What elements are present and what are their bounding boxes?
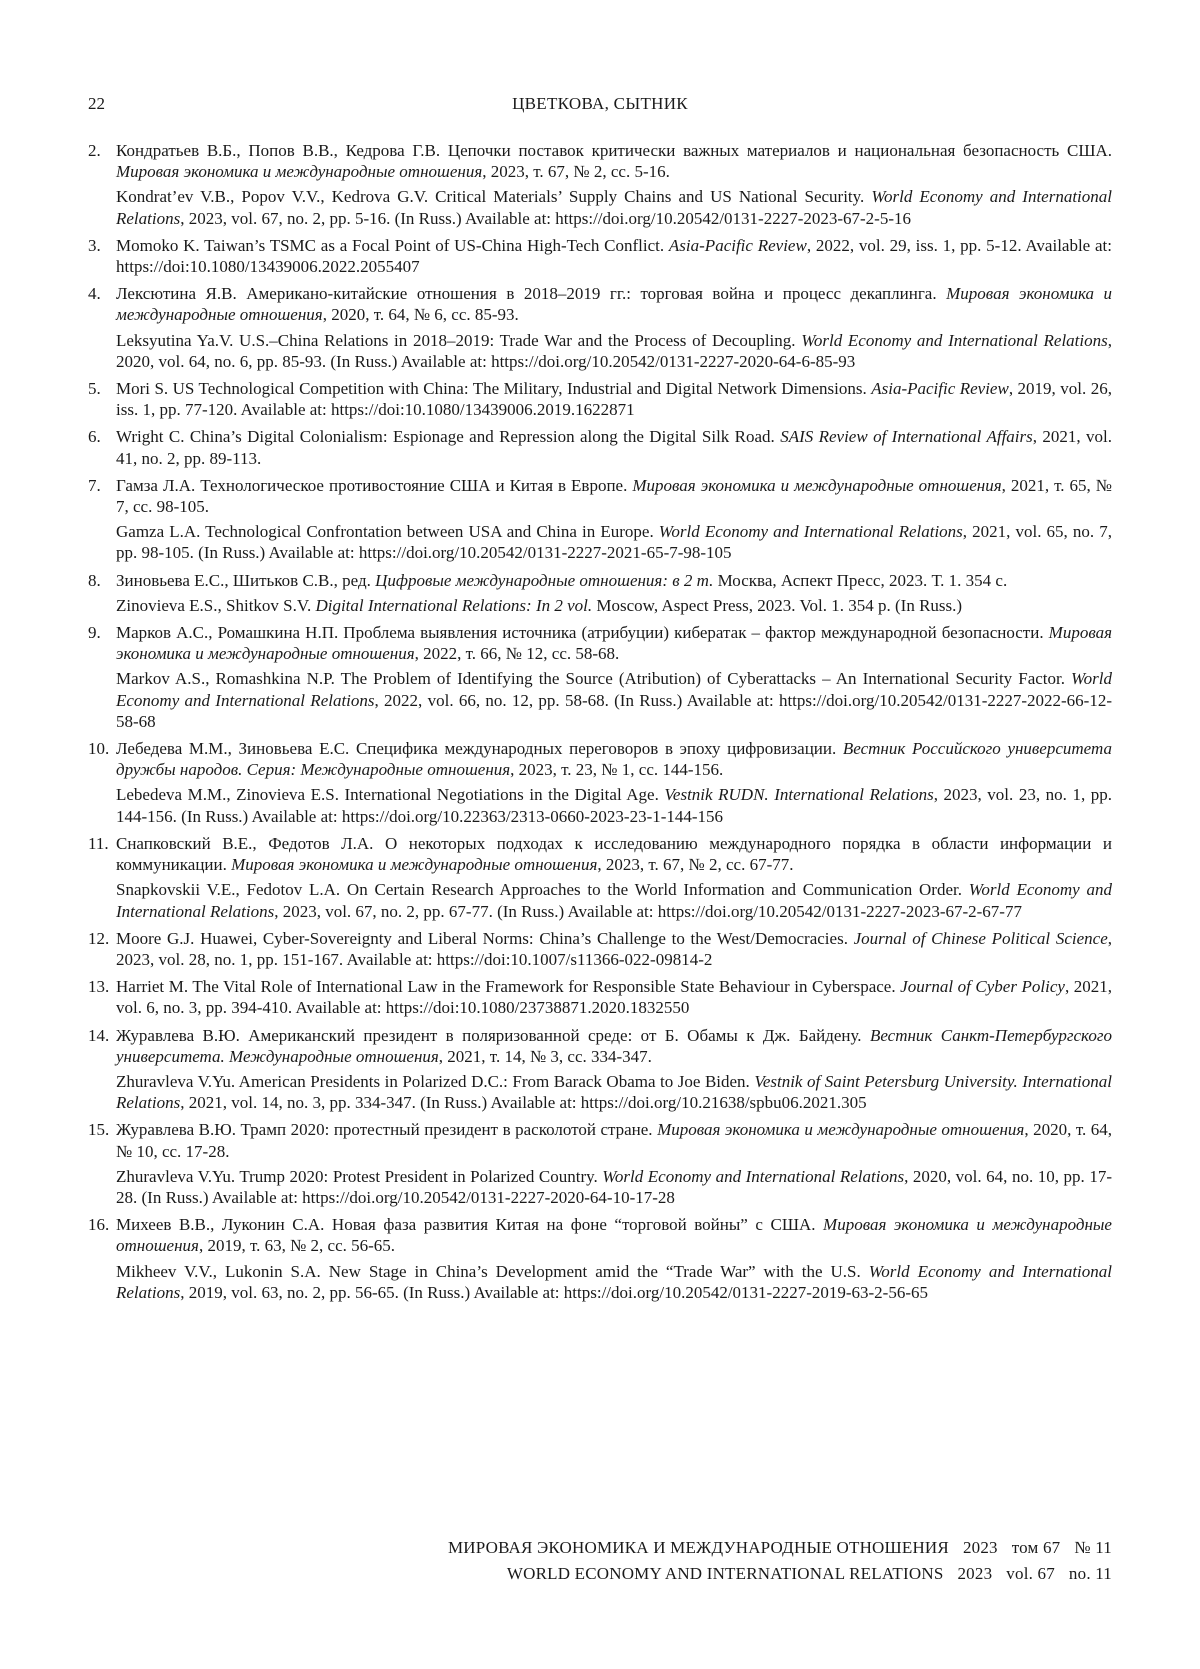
running-head: ЦВЕТКОВА, СЫТНИК — [512, 94, 688, 113]
reference-number: 9. — [88, 623, 101, 643]
reference-original — [116, 283, 1112, 325]
reference-text: Марков А.С., Ромашкина Н.П. Проблема выявления источника (атрибуции) кибератак – фактор международной безопасности. — [116, 623, 1049, 643]
reference-text: , 2019, vol. 26, iss. 1, pp. 77-120. Available at: https://doi:10.1080/13439006.2019.1622871 — [116, 379, 1112, 420]
reference-translation — [116, 879, 1112, 921]
reference-source-title: Мировая экономика и международные отношения — [116, 623, 1112, 664]
footer-en-volume: vol. 67 — [1006, 1564, 1055, 1583]
reference-original — [116, 622, 1112, 664]
reference-source-title: Digital International Relations: In 2 vol. — [315, 595, 593, 615]
reference-text: Kondrat’ev V.B., Popov V.V., Kedrova G.V. Critical Materials’ Supply Chains and US National Security. — [116, 187, 872, 207]
reference-text: , 2020, т. 64, № 6, сс. 85-93. — [322, 305, 519, 325]
reference-text: Журавлева В.Ю. Трамп 2020: протестный президент в расколотой стране. — [116, 1120, 658, 1140]
reference-source-title: World Economy and International Relations — [116, 880, 1112, 921]
reference-translation — [116, 1261, 1112, 1303]
reference-text: Mikheev V.V., Lukonin S.A. New Stage in China’s Development amid the “Trade War” with the U.S. — [116, 1261, 869, 1281]
reference-text: Lebedeva M.M., Zinovieva E.S. International Negotiations in the Digital Age. — [116, 785, 665, 805]
reference-text: , 2022, vol. 66, no. 12, pp. 58-68. (In Russ.) Available at: https://doi.org/10.20542/0131-2227-2022-66-12-58-68 — [116, 690, 1113, 731]
reference-source-title: Вестник Российского университета дружбы народов. Серия: Международные отношения — [116, 739, 1112, 780]
reference-item — [88, 622, 1112, 732]
reference-text: , 2022, vol. 29, iss. 1, pp. 5-12. Available at: https://doi:10.1080/13439006.2022.2055407 — [116, 235, 1112, 277]
footer-ru-year: 2023 — [962, 1538, 998, 1557]
reference-text: Зиновьева Е.С., Шитьков С.В., ред. — [116, 570, 376, 590]
footer-ru — [448, 1538, 1112, 1558]
footer-en-issue: no. 11 — [1068, 1564, 1112, 1583]
reference-source-title: World Economy and International Relations — [116, 1261, 1112, 1302]
reference-number: 2. — [88, 141, 101, 160]
reference-source-title: Мировая экономика и международные отношения — [657, 1120, 1025, 1140]
reference-source-title: World Economy and International Relations — [116, 187, 1113, 228]
reference-source-title: Мировая экономика и международные отношения — [116, 284, 1113, 325]
reference-number: 12. — [88, 928, 110, 948]
reference-number: 13. — [88, 977, 110, 997]
reference-text: , 2019, т. 63, № 2, сс. 56-65. — [198, 1236, 396, 1256]
page-number: 22 — [88, 94, 105, 113]
reference-item — [88, 283, 1112, 372]
reference-original — [116, 570, 1112, 591]
reference-item — [88, 235, 1112, 277]
reference-source-title: Мировая экономика и международные отношения — [116, 162, 483, 182]
reference-text: Гамза Л.А. Технологическое противостояние США и Китая в Европе. — [116, 475, 633, 495]
reference-original — [116, 475, 1112, 517]
reference-text: Gamza L.A. Technological Confrontation between USA and China in Europe. — [116, 522, 659, 542]
reference-text: Harriet M. The Vital Role of International Law in the Framework for Responsible State Behaviour in Cyberspace. — [116, 977, 901, 997]
reference-source-title: Цифровые международные отношения: в 2 т. — [375, 570, 714, 590]
reference-text: Leksyutina Ya.V. U.S.–China Relations in 2018–2019: Trade War and the Process of Decoupling. — [116, 330, 802, 350]
reference-text: , 2020, т. 64, № 10, сс. 17-28. — [116, 1120, 1112, 1161]
footer-en — [507, 1564, 1112, 1584]
footer-en-journal: WORLD ECONOMY AND INTERNATIONAL RELATIONS — [506, 1564, 944, 1583]
reference-number: 16. — [88, 1215, 110, 1235]
reference-text: Moscow, Aspect Press, 2023. Vol. 1. 354 p. (In Russ.) — [592, 595, 963, 615]
reference-translation — [116, 668, 1112, 732]
reference-text: Markov A.S., Romashkina N.P. The Problem of Identifying the Source (Atribution) of Cyberattacks – An International Security Factor. — [116, 669, 1072, 689]
footer-en-year: 2023 — [957, 1564, 993, 1583]
reference-text: , 2019, vol. 63, no. 2, pp. 56-65. (In Russ.) Available at: https://doi.org/10.20542/0131-2227-2019-63-2-56-65 — [180, 1282, 929, 1302]
reference-item — [88, 1025, 1112, 1114]
reference-text: , 2020, vol. 64, no. 10, pp. 17-28. (In Russ.) Available at: https://doi.org/10.20542/0131-2227-2020-64-10-17-28 — [116, 1166, 1112, 1207]
reference-text: Снапковский В.Е., Федотов Л.А. О некоторых подходах к исследованию международного порядка в области информации и коммуникации. — [116, 833, 1112, 875]
reference-number: 10. — [88, 739, 110, 759]
reference-list — [88, 140, 1112, 1309]
reference-original — [116, 928, 1112, 970]
reference-text: Mori S. US Technological Competition with China: The Military, Industrial and Digital Network Dimensions. — [116, 379, 872, 399]
reference-text: , 2021, т. 14, № 3, сс. 334-347. — [438, 1046, 652, 1066]
reference-item — [88, 378, 1112, 420]
reference-text: , 2020, vol. 64, no. 6, pp. 85-93. (In Russ.) Available at: https://doi.org/10.20542/0131-2227-2020-64-6-85-93 — [116, 330, 1112, 371]
reference-number: 11. — [88, 833, 109, 853]
reference-text: , 2021, vol. 6, no. 3, pp. 394-410. Available at: https://doi:10.1080/23738871.2020.1832550 — [116, 977, 1113, 1018]
reference-text: , 2021, т. 65, № 7, сс. 98-105. — [116, 475, 1113, 517]
reference-translation — [116, 186, 1112, 228]
reference-text: Wright C. China’s Digital Colonialism: Espionage and Repression along the Digital Silk Road. — [116, 427, 781, 447]
reference-original — [116, 426, 1112, 468]
reference-source-title: Мировая экономика и международные отношения — [116, 1215, 1112, 1256]
reference-item — [88, 570, 1112, 616]
footer-ru-issue: № 11 — [1074, 1538, 1112, 1557]
reference-text: Zinovieva E.S., Shitkov S.V. — [116, 595, 316, 615]
reference-text: Москва, Аспект Пресс, 2023. Т. 1. 354 с. — [713, 570, 1008, 590]
reference-text: , 2023, т. 23, № 1, сс. 144-156. — [510, 760, 724, 780]
reference-number: 14. — [88, 1025, 110, 1045]
reference-original — [116, 235, 1112, 277]
reference-original — [116, 1119, 1112, 1161]
reference-text: , 2021, vol. 65, no. 7, pp. 98-105. (In Russ.) Available at: https://doi.org/10.20542/0131-2227-2021-65-7-98-105 — [116, 522, 1112, 563]
reference-text: , 2023, vol. 23, no. 1, pp. 144-156. (In Russ.) Available at: https://doi.org/10.22363/2313-0660-2023-23-1-144-156 — [116, 785, 1112, 826]
reference-original — [116, 1025, 1112, 1067]
reference-source-title: World Economy and International Relations — [658, 522, 963, 542]
reference-text: Momoko K. Taiwan’s TSMC as a Focal Point of US-China High-Tech Conflict. — [116, 235, 669, 255]
reference-translation — [116, 595, 1112, 616]
reference-text: Лебедева М.М., Зиновьева Е.С. Специфика международных переговоров в эпоху цифровизации. — [116, 739, 843, 759]
reference-number: 3. — [88, 235, 101, 255]
reference-number: 4. — [88, 284, 101, 304]
reference-original — [116, 738, 1112, 780]
reference-source-title: Vestnik of Saint Petersburg University. International Relations — [116, 1071, 1112, 1113]
reference-text: Михеев В.В., Луконин С.А. Новая фаза развития Китая на фоне “торговой войны” с США. — [116, 1215, 824, 1235]
reference-number: 15. — [88, 1120, 110, 1140]
reference-item — [88, 426, 1112, 468]
reference-number: 5. — [88, 379, 101, 399]
reference-translation — [116, 784, 1112, 826]
reference-source-title: Journal of Cyber Policy — [900, 977, 1065, 997]
reference-item — [88, 1214, 1112, 1303]
reference-source-title: SAIS Review of International Affairs — [780, 427, 1033, 447]
reference-source-title: Asia-Pacific Review — [668, 235, 807, 255]
reference-item — [88, 475, 1112, 564]
reference-original — [116, 1214, 1112, 1256]
reference-original — [116, 976, 1112, 1018]
reference-translation — [116, 330, 1112, 372]
reference-source-title: Мировая экономика и международные отношения — [231, 855, 598, 875]
reference-text: Лексютина Я.В. Американо-китайские отношения в 2018–2019 гг.: торговая война и процесс декаплинга. — [116, 284, 947, 304]
reference-translation — [116, 1166, 1112, 1208]
reference-text: Zhuravleva V.Yu. American Presidents in Polarized D.C.: From Barack Obama to Joe Biden. — [116, 1071, 755, 1091]
reference-original — [116, 833, 1112, 875]
reference-item — [88, 928, 1112, 970]
reference-text: Журавлева В.Ю. Американский президент в поляризованной среде: от Б. Обамы к Дж. Байдену. — [116, 1025, 870, 1045]
reference-source-title: Asia-Pacific Review — [871, 379, 1009, 399]
reference-number: 8. — [88, 570, 101, 590]
reference-text: Snapkovskii V.E., Fedotov L.A. On Certain Research Approaches to the World Information and Communication Order. — [116, 880, 969, 900]
reference-source-title: World Economy and International Relations — [116, 669, 1112, 710]
reference-source-title: Journal of Chinese Political Science — [853, 928, 1108, 948]
reference-number: 6. — [88, 427, 101, 447]
reference-text: , 2023, vol. 67, no. 2, pp. 5-16. (In Russ.) Available at: https://doi.org/10.20542/0131-2227-2023-67-2-5-16 — [180, 208, 912, 228]
reference-text: , 2022, т. 66, № 12, сс. 58-68. — [414, 644, 620, 664]
reference-text: , 2023, vol. 67, no. 2, pp. 67-77. (In Russ.) Available at: https://doi.org/10.20542/0131-2227-2023-67-2-67-77 — [274, 901, 1022, 921]
reference-item — [88, 738, 1112, 827]
reference-text: , 2021, vol. 14, no. 3, pp. 334-347. (In Russ.) Available at: https://doi.org/10.21638/spbu06.2021.305 — [180, 1093, 867, 1113]
reference-translation — [116, 521, 1112, 563]
reference-source-title: Vestnik RUDN. International Relations — [664, 785, 934, 805]
reference-source-title: Вестник Санкт-Петербургского университета. Международные отношения — [116, 1025, 1112, 1066]
reference-translation — [116, 1071, 1112, 1113]
footer-ru-journal: МИРОВАЯ ЭКОНОМИКА И МЕЖДУНАРОДНЫЕ ОТНОШЕНИЯ — [447, 1538, 949, 1557]
reference-text: , 2023, т. 67, № 2, сс. 67-77. — [597, 855, 794, 875]
reference-number: 7. — [88, 475, 101, 495]
reference-item — [88, 976, 1112, 1018]
footer-ru-volume: том 67 — [1011, 1538, 1061, 1557]
reference-text: Zhuravleva V.Yu. Trump 2020: Protest President in Polarized Country. — [116, 1166, 603, 1186]
reference-item — [88, 833, 1112, 922]
reference-original — [116, 378, 1112, 420]
reference-item — [88, 1119, 1112, 1208]
reference-source-title: World Economy and International Relations — [602, 1166, 905, 1186]
reference-text: , 2023, vol. 28, no. 1, pp. 151-167. Available at: https://doi:10.1007/s11366-022-09814-2 — [116, 928, 1112, 969]
reference-item — [88, 140, 1112, 229]
reference-text: Кондратьев В.Б., Попов В.В., Кедрова Г.В. Цепочки поставок критически важных материалов и национальная безопасность США. — [116, 141, 1112, 160]
reference-text: , 2021, vol. 41, no. 2, pp. 89-113. — [116, 427, 1112, 468]
reference-source-title: World Economy and International Relations — [801, 330, 1108, 350]
reference-source-title: Мировая экономика и международные отношения — [632, 475, 1002, 495]
reference-text: Moore G.J. Huawei, Cyber-Sovereignty and Liberal Norms: China’s Challenge to the West/Democracies. — [116, 928, 854, 948]
reference-text: , 2023, т. 67, № 2, сс. 5-16. — [482, 162, 670, 182]
reference-original — [116, 140, 1112, 182]
